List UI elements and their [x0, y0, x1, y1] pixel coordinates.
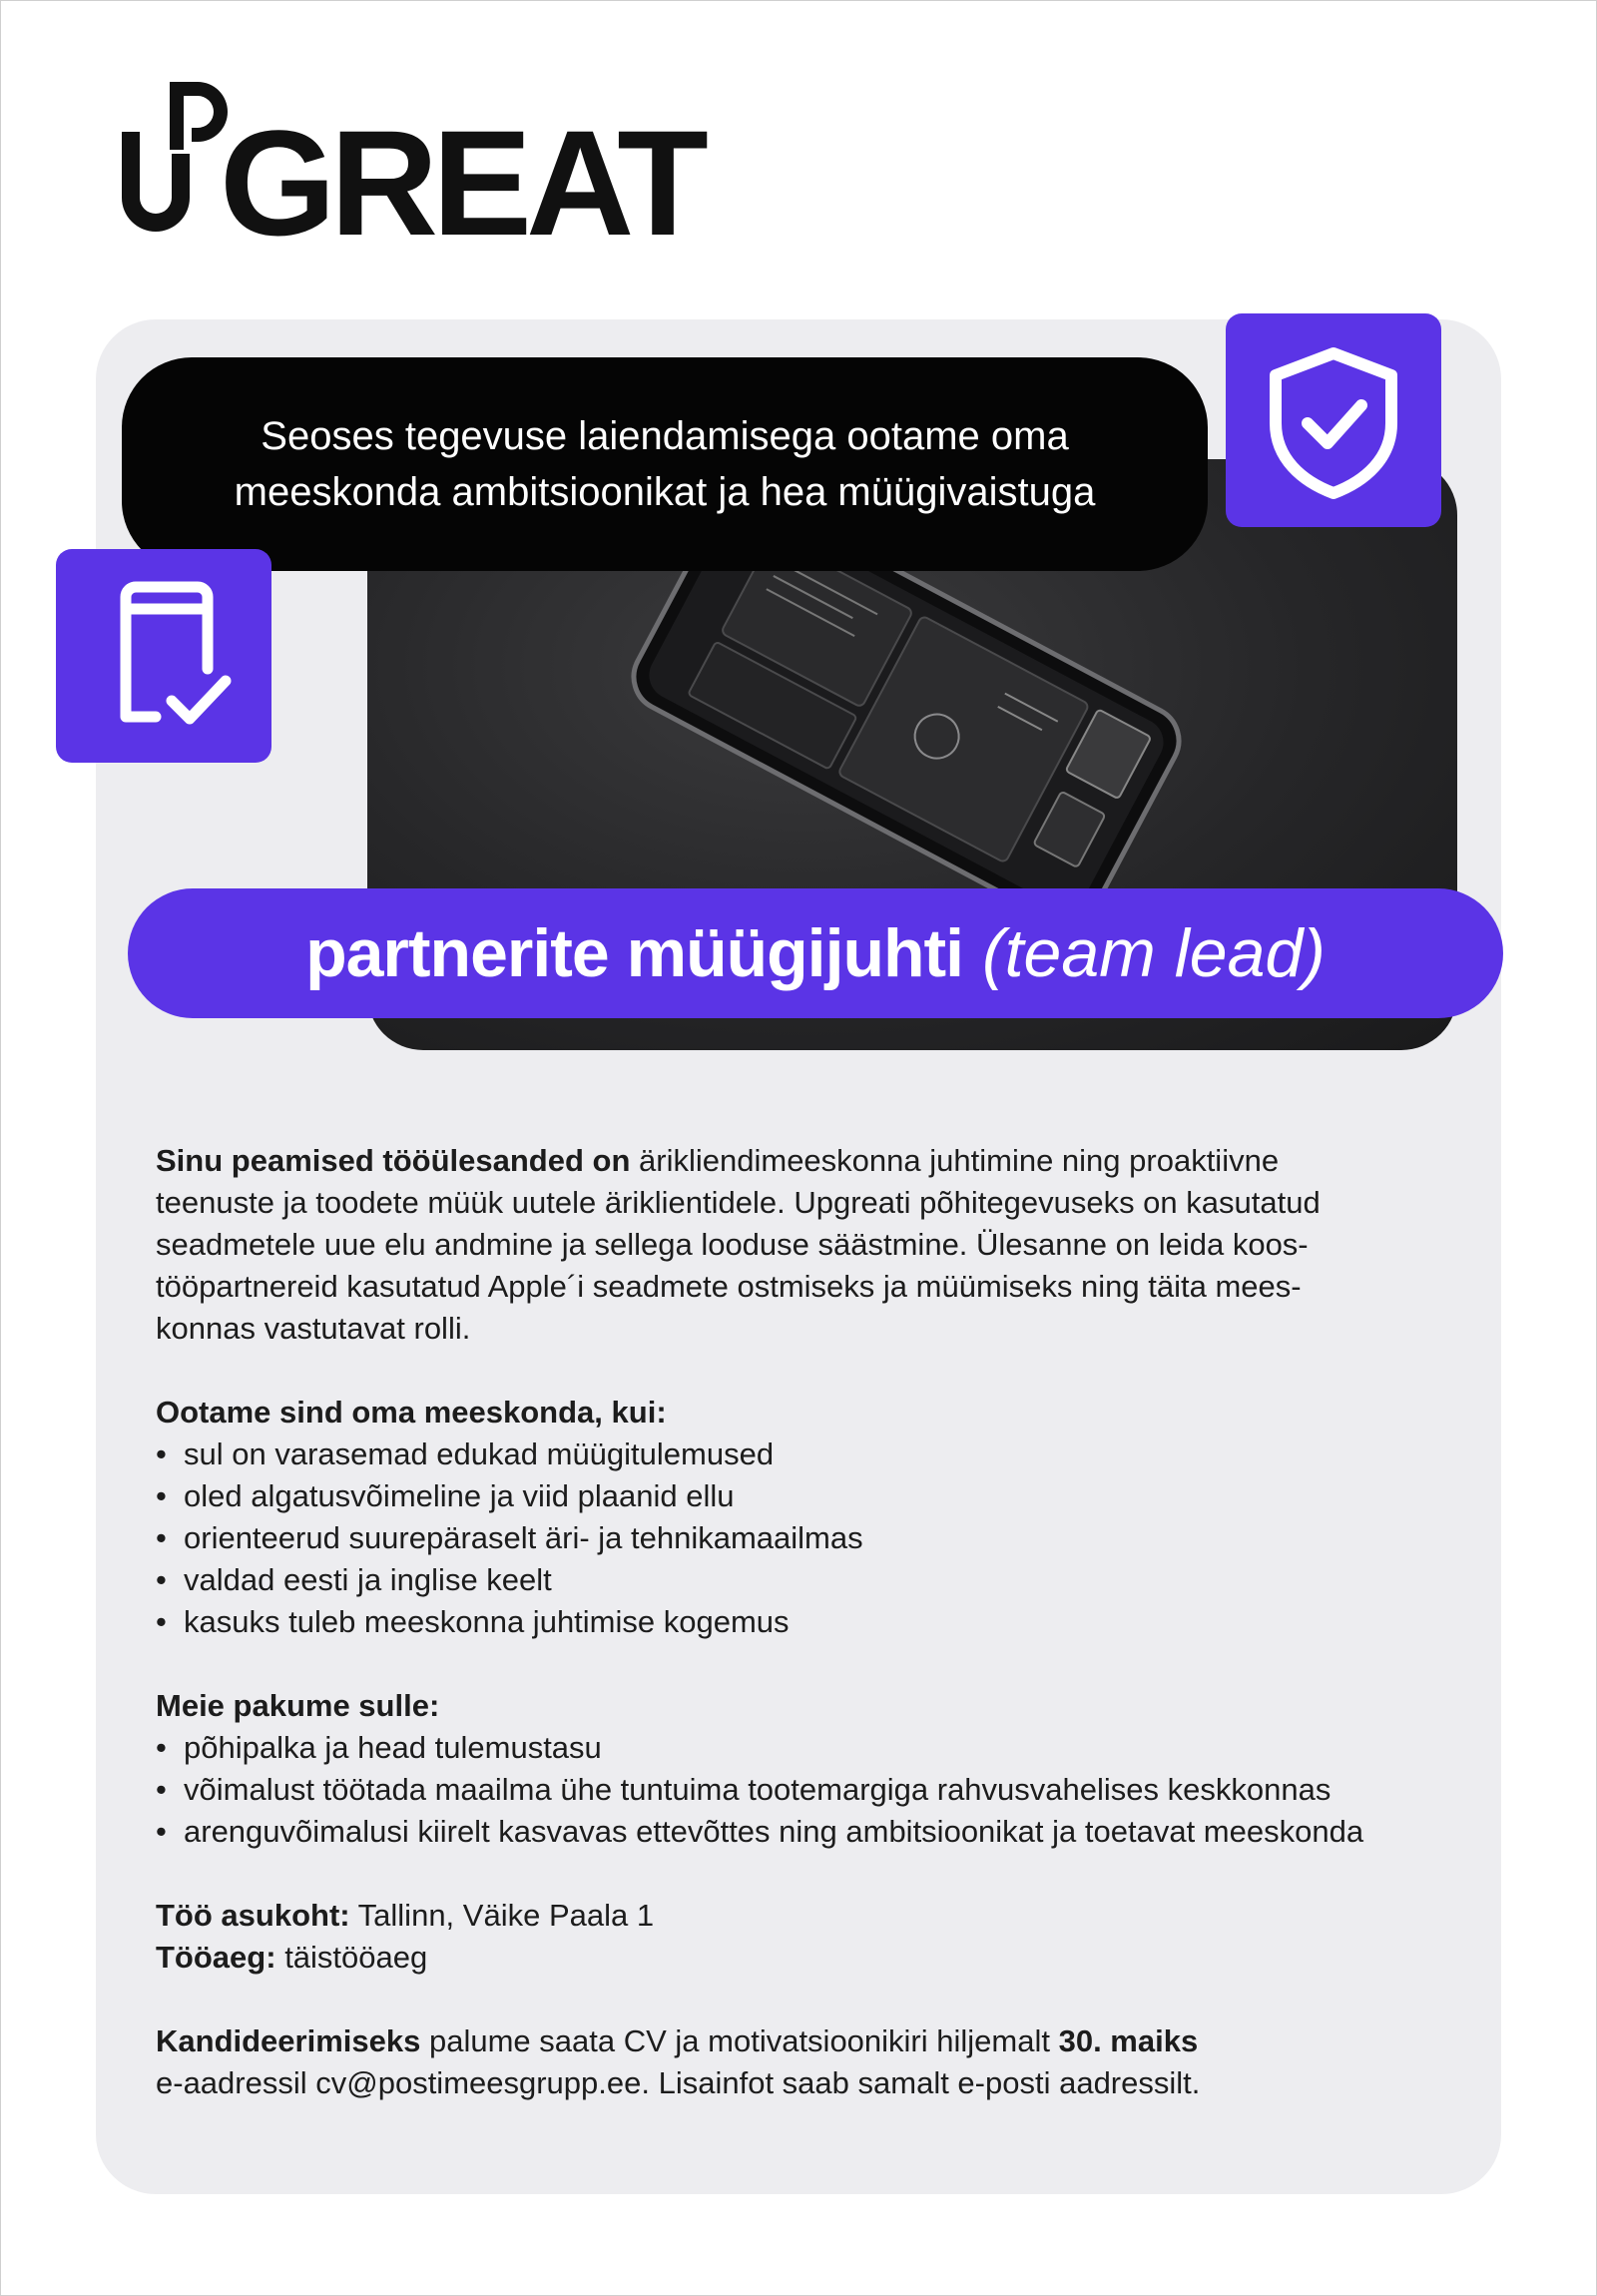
job-title-banner	[128, 888, 1503, 1018]
intro-line: seadmetele uue elu andmine ja sellega looduse säästmine. Ülesanne on leida koos-	[156, 1227, 1309, 1262]
phone-check-icon	[56, 549, 271, 763]
job-description	[156, 1140, 1453, 2104]
job-title	[305, 914, 1326, 992]
list-item: • kasuks tuleb meeskonna juhtimise kogemus	[156, 1601, 1453, 1643]
location-value: Tallinn, Väike Paala 1	[357, 1898, 655, 1933]
list-item: • valdad eesti ja inglise keelt	[156, 1559, 1453, 1601]
job-title-sub: (team lead)	[981, 915, 1326, 991]
hours-value: täistööaeg	[284, 1940, 428, 1975]
phone-badge	[56, 549, 271, 763]
offer-heading: Meie pakume sulle:	[156, 1688, 440, 1723]
list-item: • võimalust töötada maailma ühe tuntuima tootemargiga rahvusvahelises keskkonnas	[156, 1769, 1453, 1811]
intro-bold: Sinu peamised tööülesanded on	[156, 1143, 631, 1178]
hours-line	[156, 1937, 1453, 1979]
apply-paragraph	[156, 2020, 1453, 2104]
apply-text: palume saata CV ja motivatsioonikiri hiljemalt	[428, 2023, 1050, 2058]
list-item: • arenguvõimalusi kiirelt kasvavas ettevõttes ning ambitsioonikat ja toetavat meeskonda	[156, 1811, 1453, 1853]
list-item: • orienteerud suurepäraselt äri- ja tehnikamaailmas	[156, 1517, 1453, 1559]
intro-line: konnas vastutavat rolli.	[156, 1311, 471, 1346]
offer-list	[156, 1727, 1453, 1853]
intro-line: tööpartnereid kasutatud Apple´i seadmete ostmiseks ja müümiseks ning täita mees-	[156, 1269, 1302, 1304]
location-label: Töö asukoht:	[156, 1898, 350, 1933]
apply-contact: e-aadressil cv@postimeesgrupp.ee. Lisainfot saab samalt e-posti aadressilt.	[156, 2065, 1201, 2100]
hours-label: Tööaeg:	[156, 1940, 276, 1975]
requirements-list	[156, 1434, 1453, 1643]
shield-check-icon	[1226, 313, 1441, 527]
intro-paragraph	[156, 1140, 1453, 1350]
headline-text: Seoses tegevuse laiendamisega ootame oma meeskonda ambitsioonikat ja hea müügivaistuga	[234, 414, 1096, 514]
intro-line: ärikliendimeeskonna juhtimine ning proaktiivne	[639, 1143, 1280, 1178]
apply-deadline: 30. maiks	[1058, 2023, 1199, 2058]
headline-banner	[122, 357, 1208, 571]
intro-line: teenuste ja toodete müük uutele äriklientidele. Upgreati põhitegevuseks on kasutatud	[156, 1185, 1321, 1220]
upgreat-logo	[120, 80, 703, 267]
logo-up-mark	[120, 80, 230, 240]
shield-badge	[1226, 313, 1441, 527]
logo-wordmark: GREAT	[220, 99, 703, 267]
requirements-heading: Ootame sind oma meeskonda, kui:	[156, 1395, 667, 1430]
apply-bold: Kandideerimiseks	[156, 2023, 421, 2058]
list-item: • põhipalka ja head tulemustasu	[156, 1727, 1453, 1769]
location-line	[156, 1895, 1453, 1937]
job-title-main: partnerite müügijuhti	[305, 915, 964, 991]
list-item: • sul on varasemad edukad müügitulemused	[156, 1434, 1453, 1475]
list-item: • oled algatusvõimeline ja viid plaanid ellu	[156, 1475, 1453, 1517]
